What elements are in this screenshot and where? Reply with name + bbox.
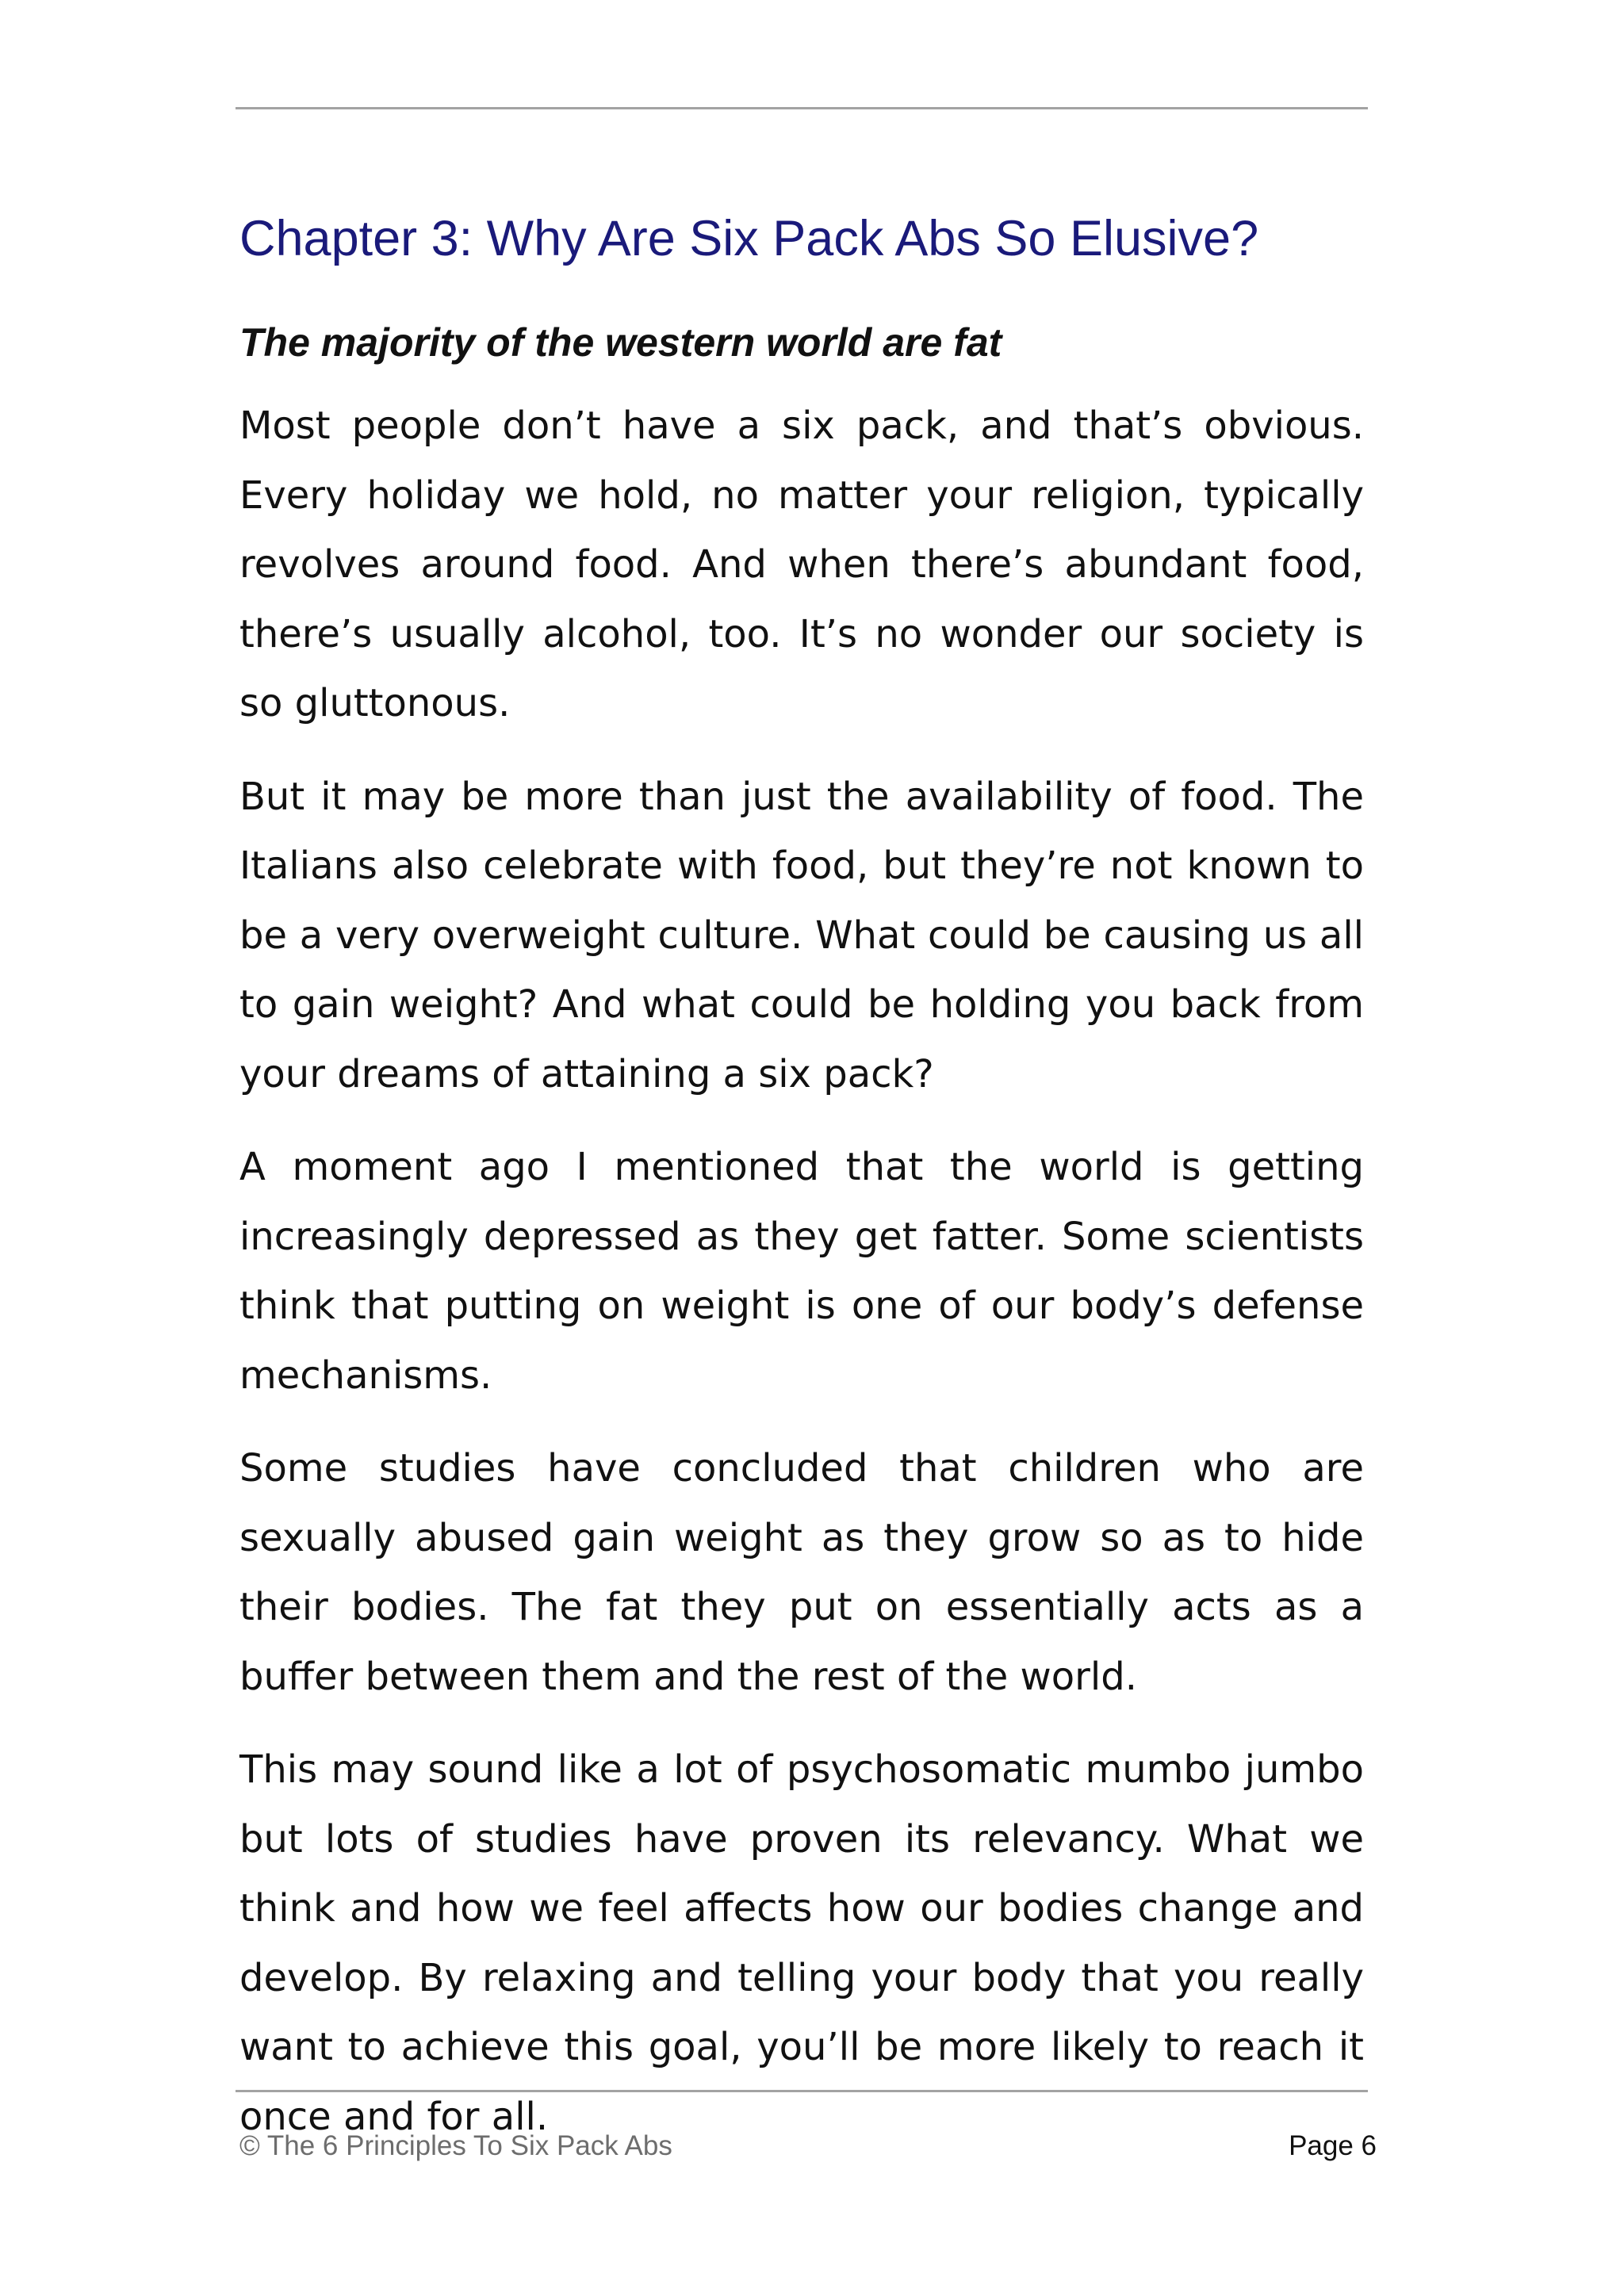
page-number: Page 6 [1289, 2130, 1377, 2161]
body-paragraph-2: But it may be more than just the availability of food. The Italians also celebrate with food, but they’re not known to be a very overweight culture. What could be causing us all to gain weight? And what could be holding you back from your dreams of attaining a six pack? [239, 774, 1364, 1096]
section-subheading: The majority of the western world are fat [239, 320, 1002, 365]
chapter-title: Chapter 3: Why Are Six Pack Abs So Elusive? [239, 211, 1259, 266]
footer-copyright: © The 6 Principles To Six Pack Abs [239, 2130, 672, 2161]
footer-rule [236, 2090, 1368, 2092]
body-paragraph-5: This may sound like a lot of psychosomatic mumbo jumbo but lots of studies have proven its relevancy. What we think and how we feel affects how our bodies change and develop. By relaxing and telling your body that you really want to achieve this goal, you’ll be more likely to reach it once and for all. [239, 1747, 1364, 2139]
body-paragraph-4: Some studies have concluded that children who are sexually abused gain weight as they grow so as to hide their bodies. The fat they put on essentially acts as a buffer between them and the rest of the world. [239, 1446, 1364, 1699]
body-paragraph-1: Most people don’t have a six pack, and that’s obvious. Every holiday we hold, no matter your religion, typically revolves around food. And when there’s abundant food, there’s usually alcohol, too. It’s no wonder our society is so gluttonous. [239, 404, 1364, 725]
header-rule [236, 107, 1368, 109]
page-content [239, 203, 1364, 2152]
body-paragraph-3: A moment ago I mentioned that the world is getting increasingly depressed as they get fatter. Some scientists think that putting on weight is one of our body’s defense mechanisms. [239, 1145, 1364, 1398]
